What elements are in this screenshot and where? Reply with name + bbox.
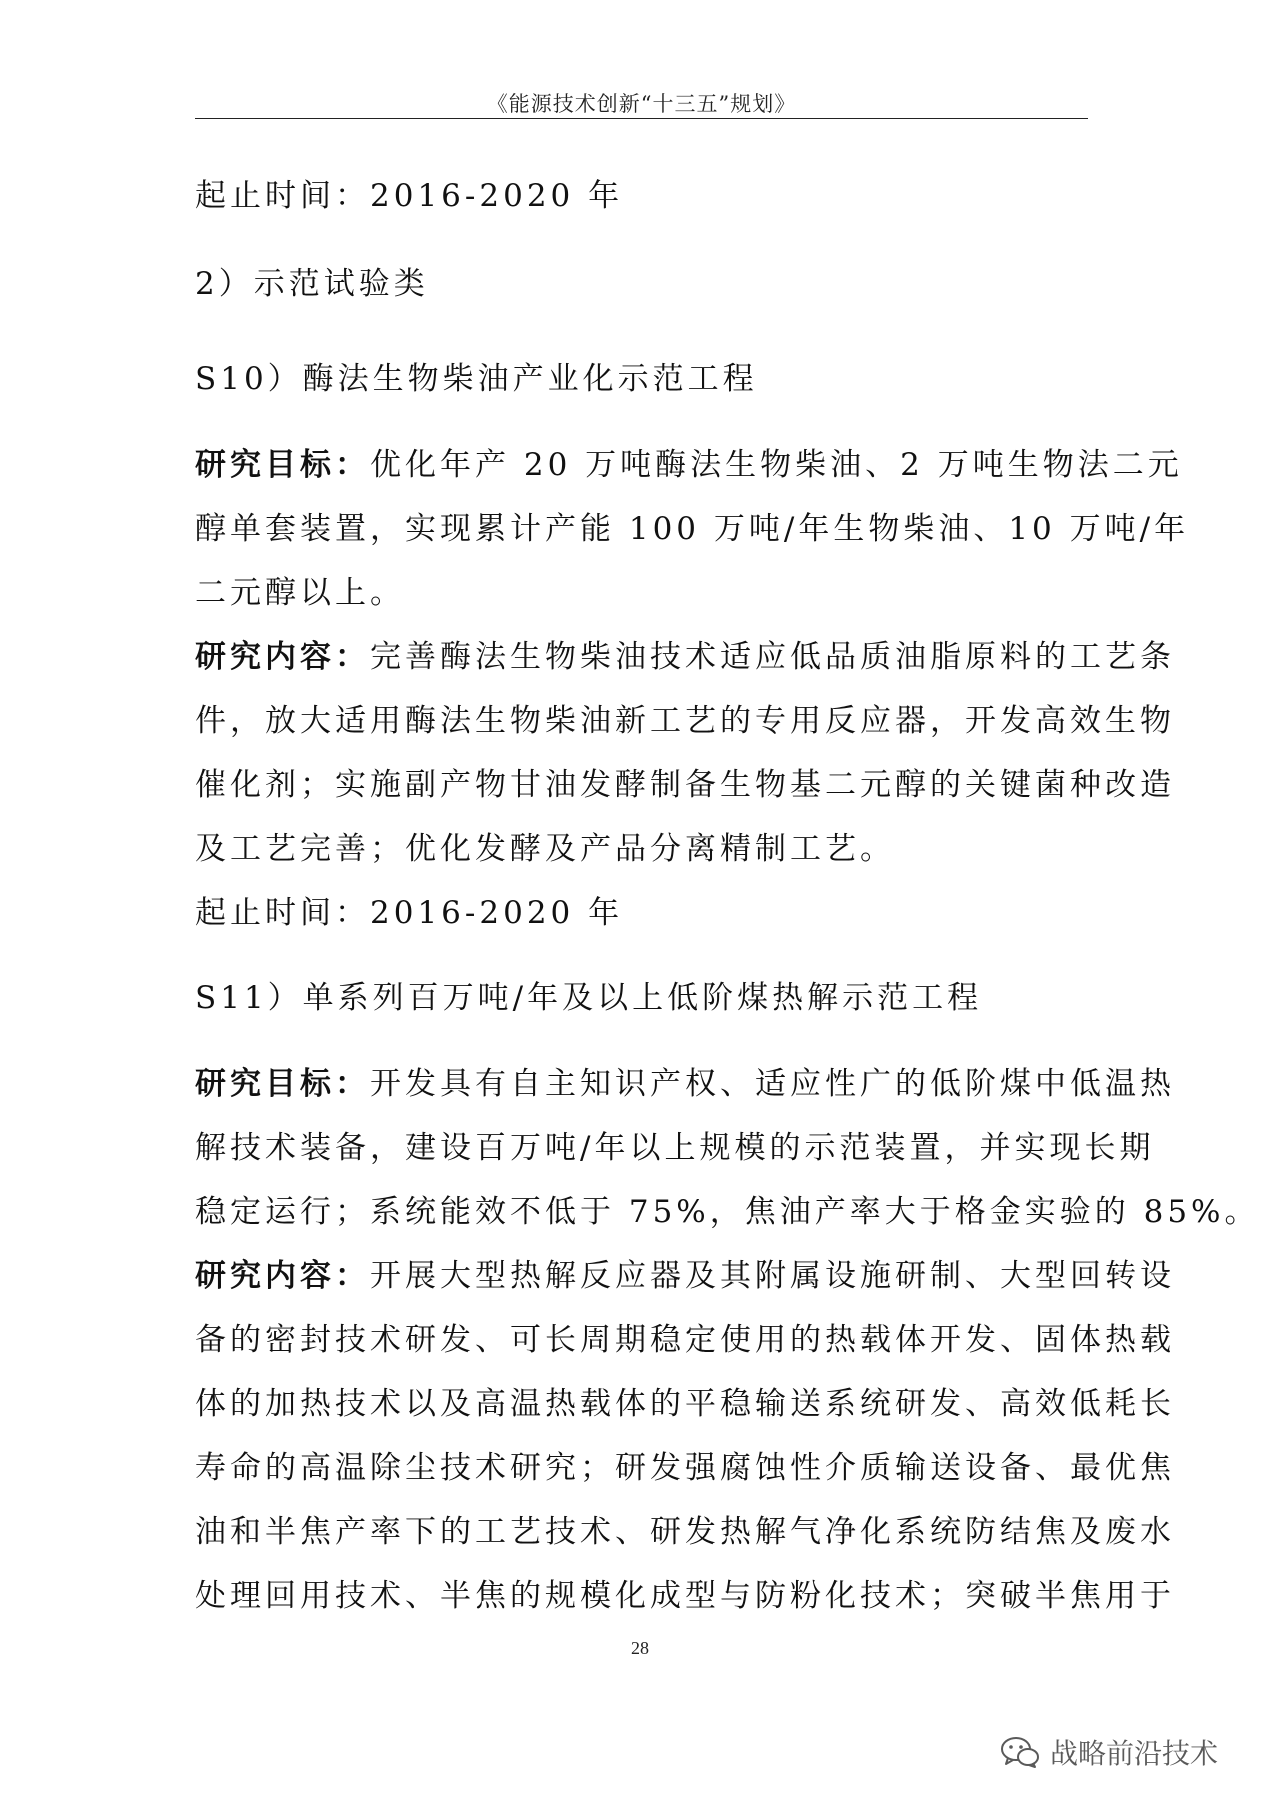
- paragraph-line: 油和半焦产率下的工艺技术、研发热解气净化系统防结焦及废水: [195, 1514, 1175, 1550]
- paragraph-line: 解技术装备，建设百万吨/年以上规模的示范装置，并实现长期: [195, 1130, 1155, 1166]
- field-text: 优化年产 20 万吨酶法生物柴油、2 万吨生物法二元: [370, 447, 1183, 483]
- paragraph-line: 体的加热技术以及高温热载体的平稳输送系统研发、高效低耗长: [195, 1386, 1175, 1422]
- wechat-icon: [1000, 1735, 1040, 1769]
- field-text: 完善酶法生物柴油技术适应低品质油脂原料的工艺条: [370, 639, 1175, 675]
- paragraph-line: 处理回用技术、半焦的规模化成型与防粉化技术；突破半焦用于: [195, 1578, 1175, 1614]
- project-title-s10: S10）酶法生物柴油产业化示范工程: [195, 361, 758, 397]
- end-date-line: 起止时间：2016-2020 年: [195, 178, 624, 214]
- paragraph-line: 催化剂；实施副产物甘油发酵制备生物基二元醇的关键菌种改造: [195, 767, 1175, 803]
- paragraph-line: 二元醇以上。: [195, 575, 405, 611]
- field-label: 研究内容：: [195, 639, 370, 675]
- paragraph-line: 醇单套装置，实现累计产能 100 万吨/年生物柴油、10 万吨/年: [195, 511, 1190, 547]
- section-heading: 2）示范试验类: [195, 266, 429, 302]
- field-text: 开发具有自主知识产权、适应性广的低阶煤中低温热: [370, 1066, 1175, 1102]
- watermark: [1000, 1732, 1218, 1772]
- paragraph-line: 备的密封技术研发、可长周期稳定使用的热载体开发、固体热载: [195, 1322, 1175, 1358]
- watermark-text: 战略前沿技术: [1050, 1737, 1219, 1770]
- header-rule: [195, 118, 1088, 119]
- paragraph-line: 件，放大适用酶法生物柴油新工艺的专用反应器，开发高效生物: [195, 703, 1175, 739]
- paragraph-line: 及工艺完善；优化发酵及产品分离精制工艺。: [195, 831, 895, 867]
- field-text: 开展大型热解反应器及其附属设施研制、大型回转设: [370, 1258, 1175, 1294]
- project-title-s11: S11）单系列百万吨/年及以上低阶煤热解示范工程: [195, 980, 983, 1016]
- paragraph-line: 寿命的高温除尘技术研究；研发强腐蚀性介质输送设备、最优焦: [195, 1450, 1175, 1486]
- page-number: 28: [631, 1638, 649, 1658]
- paragraph-line: [195, 1064, 1175, 1104]
- end-date-line: 起止时间：2016-2020 年: [195, 895, 624, 931]
- field-label: 研究目标：: [195, 447, 370, 483]
- running-header: 《能源技术创新“十三五”规划》: [486, 92, 797, 116]
- field-label: 研究内容：: [195, 1258, 370, 1294]
- field-label: 研究目标：: [195, 1066, 370, 1102]
- paragraph-line: [195, 1256, 1175, 1296]
- paragraph-line: [195, 445, 1183, 485]
- paragraph-line: [195, 637, 1175, 677]
- paragraph-line: 稳定运行；系统能效不低于 75%，焦油产率大于格金实验的 85%。: [195, 1194, 1260, 1230]
